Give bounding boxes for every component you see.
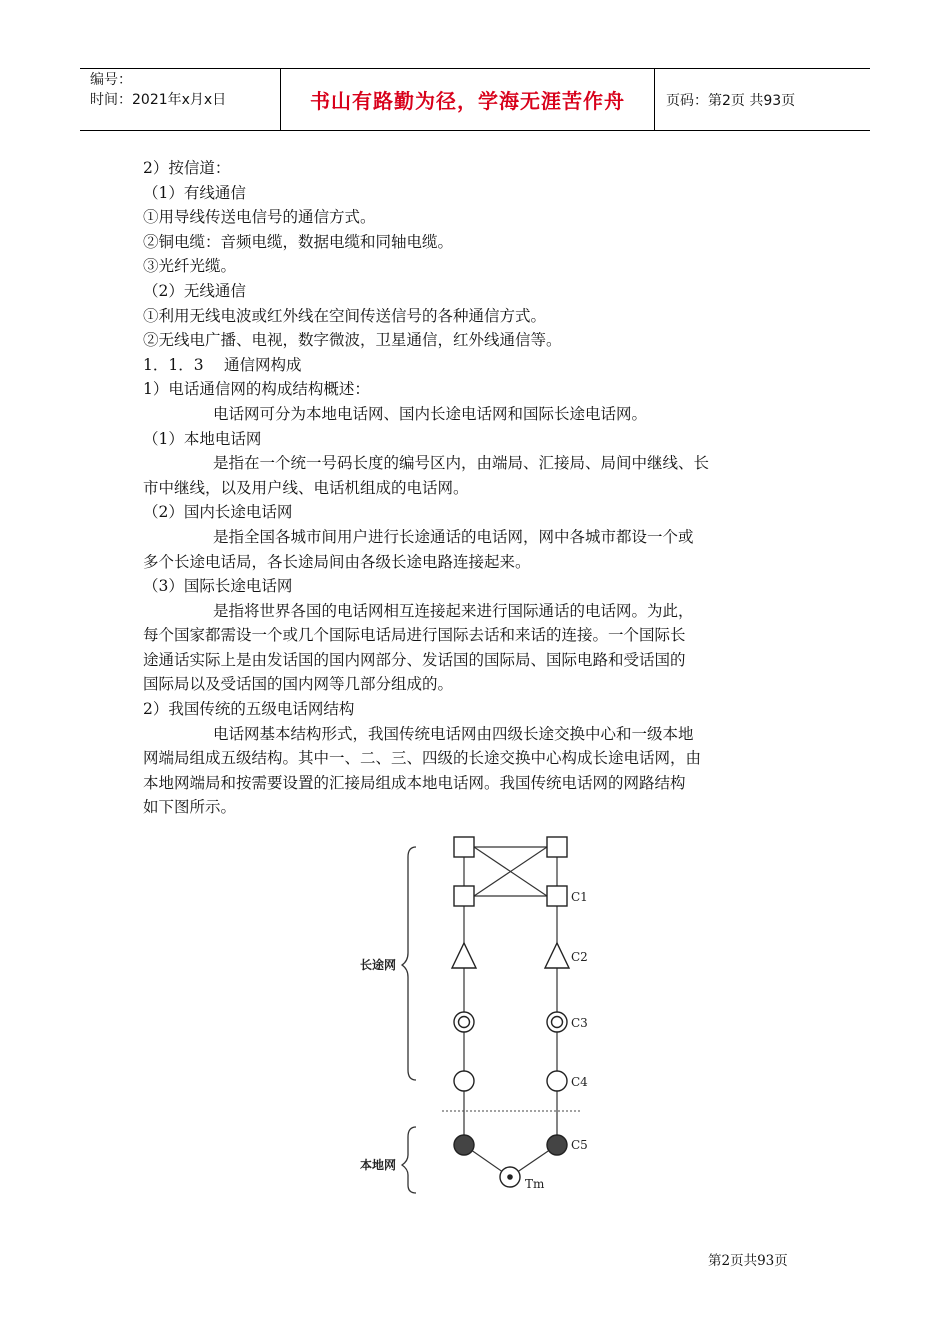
tandem-label: Tm: [525, 1177, 545, 1191]
paragraph: 本地网端局和按需要设置的汇接局组成本地电话网。我国传统电话网的网路结构: [143, 773, 686, 792]
c5-node-right: [547, 1135, 567, 1155]
page-footer: 第2页共93页: [708, 1253, 788, 1269]
c4-node-right: [547, 1071, 567, 1091]
local-network-label: 本地网: [360, 1158, 397, 1172]
paragraph: （3）国际长途电话网: [143, 577, 293, 596]
level-label-c3: C3: [571, 1016, 588, 1030]
document-body: [143, 156, 813, 820]
paragraph: 1）电话通信网的构成结构概述：: [143, 380, 370, 399]
level-label-c5: C5: [571, 1138, 588, 1152]
paragraph: （2）国内长途电话网: [143, 503, 293, 522]
document-number-label: 编号：: [90, 72, 132, 88]
telephone-network-diagram: [350, 825, 595, 1195]
paragraph: 网端局组成五级结构。其中一、二、三、四级的长途交换中心构成长途电话网，由: [143, 749, 702, 768]
paragraph: 每个国家都需设一个或几个国际电话局进行国际去话和来话的连接。一个国际长: [143, 626, 686, 645]
paragraph: 2）我国传统的五级电话网结构: [143, 700, 355, 719]
paragraph: 是指全国各城市间用户进行长途通话的电话网，网中各城市都设一个或: [213, 527, 694, 546]
header-motto: 书山有路勤为径，学海无涯苦作舟: [281, 69, 655, 130]
section-heading: 1．1．3 通信网构成: [143, 355, 302, 374]
paragraph: （2）无线通信: [143, 281, 246, 300]
long-distance-label: 长途网: [360, 958, 397, 972]
long-distance-bracket: [402, 847, 416, 1080]
level-label-c2: C2: [571, 950, 588, 964]
level-label-c1: C1: [571, 890, 588, 904]
tandem-node-dot: [507, 1174, 513, 1180]
paragraph: 多个长途电话局，各长途局间由各级长途电路连接起来。: [143, 552, 531, 571]
paragraph: 市中继线，以及用户线、电话机组成的电话网。: [143, 478, 469, 497]
paragraph: ①用导线传送电信号的通信方式。: [143, 208, 376, 227]
paragraph: 是指在一个统一号码长度的编号区内，由端局、汇接局、局间中继线、长: [213, 454, 710, 473]
paragraph: 电话网基本结构形式，我国传统电话网由四级长途交换中心和一级本地: [213, 724, 694, 743]
c2-triangle-left: [452, 943, 476, 968]
local-bracket: [402, 1127, 416, 1193]
page-header: [80, 68, 870, 131]
c3-node-right-inner: [552, 1017, 563, 1028]
paragraph: （1）有线通信: [143, 183, 246, 202]
top-square-left: [454, 837, 474, 857]
top-square-right: [547, 837, 567, 857]
paragraph: 是指将世界各国的电话网相互连接起来进行国际通话的电话网。为此，: [213, 601, 694, 620]
c3-node-left-inner: [459, 1017, 470, 1028]
paragraph: 电话网可分为本地电话网、国内长途电话网和国际长途电话网。: [213, 404, 648, 423]
header-meta-cell: [80, 69, 281, 131]
c1-square-right: [547, 886, 567, 906]
paragraph: 国际局以及受话国的国内网等几部分组成的。: [143, 675, 454, 694]
paragraph: ③光纤光缆。: [143, 257, 237, 276]
document-time-label: 时间：2021年x月x日: [90, 92, 227, 108]
paragraph: 如下图所示。: [143, 798, 237, 817]
paragraph: 2）按信道：: [143, 159, 231, 177]
header-page-info: 页码：第2页 共93页: [666, 92, 796, 109]
paragraph: （1）本地电话网: [143, 429, 262, 448]
paragraph: ②无线电广播、电视，数字微波，卫星通信，红外线通信等。: [143, 331, 562, 350]
paragraph: ①利用无线电波或红外线在空间传送信号的各种通信方式。: [143, 306, 547, 325]
c1-square-left: [454, 886, 474, 906]
paragraph: 途通话实际上是由发话国的国内网部分、发话国的国际局、国际电路和受话国的: [143, 650, 686, 669]
paragraph: ②铜电缆：音频电缆，数据电缆和同轴电缆。: [143, 232, 454, 251]
level-label-c4: C4: [571, 1075, 588, 1089]
c2-triangle-right: [545, 943, 569, 968]
c4-node-left: [454, 1071, 474, 1091]
c5-node-left: [454, 1135, 474, 1155]
